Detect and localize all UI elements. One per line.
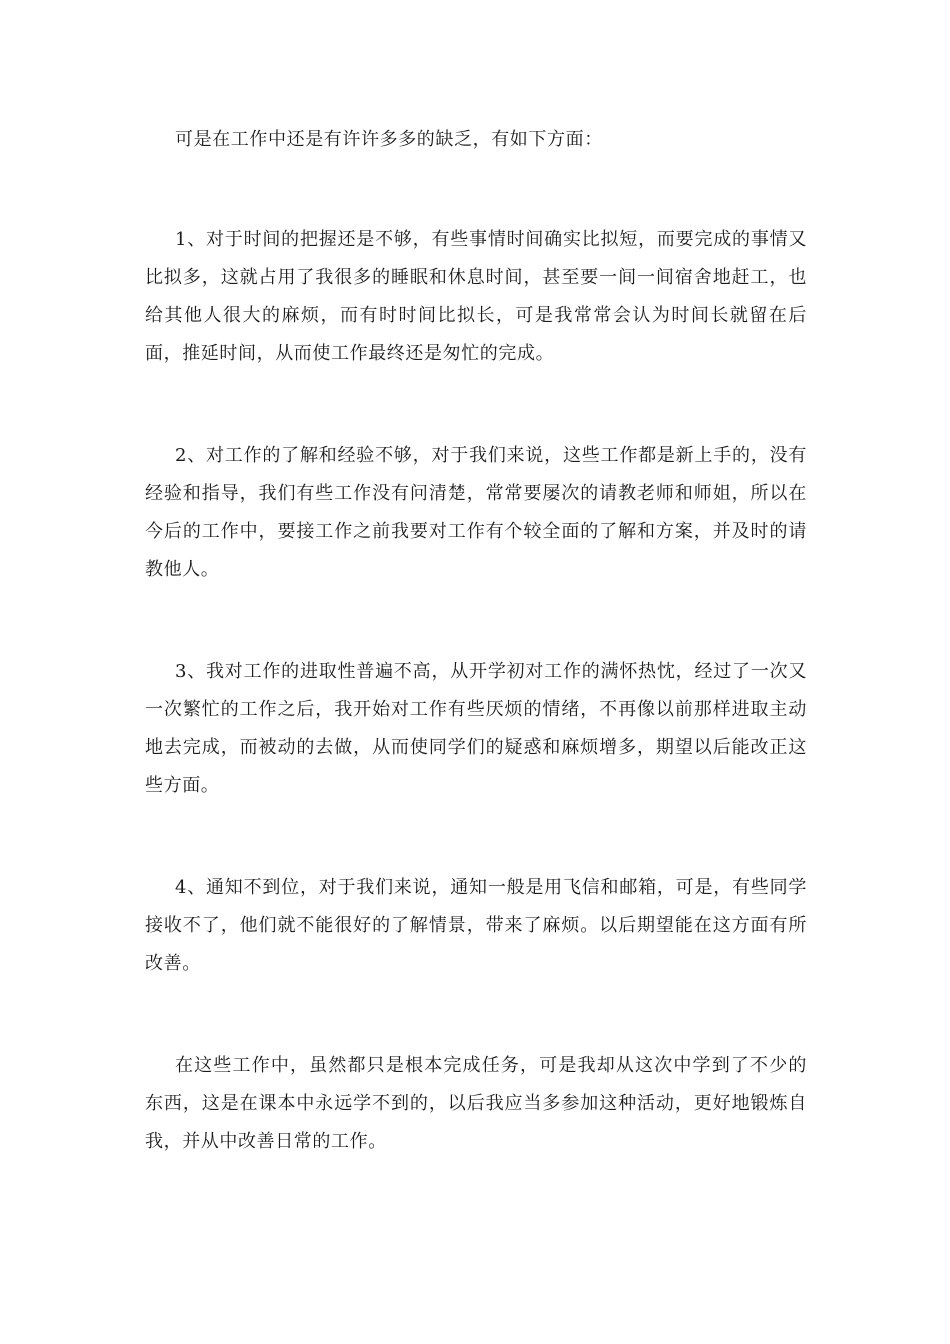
point-3-paragraph: 3、我对工作的进取性普遍不高，从开学初对工作的满怀热忱，经过了一次又一次繁忙的工作之后，我开始对工作有些厌烦的情绪，不再像以前那样进取主动地去完成，而被动的去做，从而使同学们的疑惑和麻烦增多，期望以后能改正这些方面。 [145,661,807,796]
point-2-paragraph: 2、对工作的了解和经验不够，对于我们来说，这些工作都是新上手的，没有经验和指导，我们有些工作没有问清楚，常常要屡次的请教老师和师姐，所以在今后的工作中，要接工作之前我要对工作有个较全面的了解和方案，并及时的请教他人。 [145,445,807,580]
intro-paragraph: 可是在工作中还是有许许多多的缺乏，有如下方面： [175,129,603,150]
point-1-paragraph: 1、对于时间的把握还是不够，有些事情时间确实比拟短，而要完成的事情又比拟多，这就占用了我很多的睡眠和休息时间，甚至要一间一间宿舍地赶工，也给其他人很大的麻烦，而有时时间比拟长，可是我常常会认为时间长就留在后面，推延时间，从而使工作最终还是匆忙的完成。 [145,229,807,364]
point-4-paragraph: 4、通知不到位，对于我们来说，通知一般是用飞信和邮箱，可是，有些同学接收不了，他们就不能很好的了解情景，带来了麻烦。以后期望能在这方面有所改善。 [145,877,807,974]
conclusion-paragraph: 在这些工作中，虽然都只是根本完成任务，可是我却从这次中学到了不少的东西，这是在课本中永远学不到的，以后我应当多参加这种活动，更好地锻炼自我，并从中改善日常的工作。 [145,1055,807,1152]
